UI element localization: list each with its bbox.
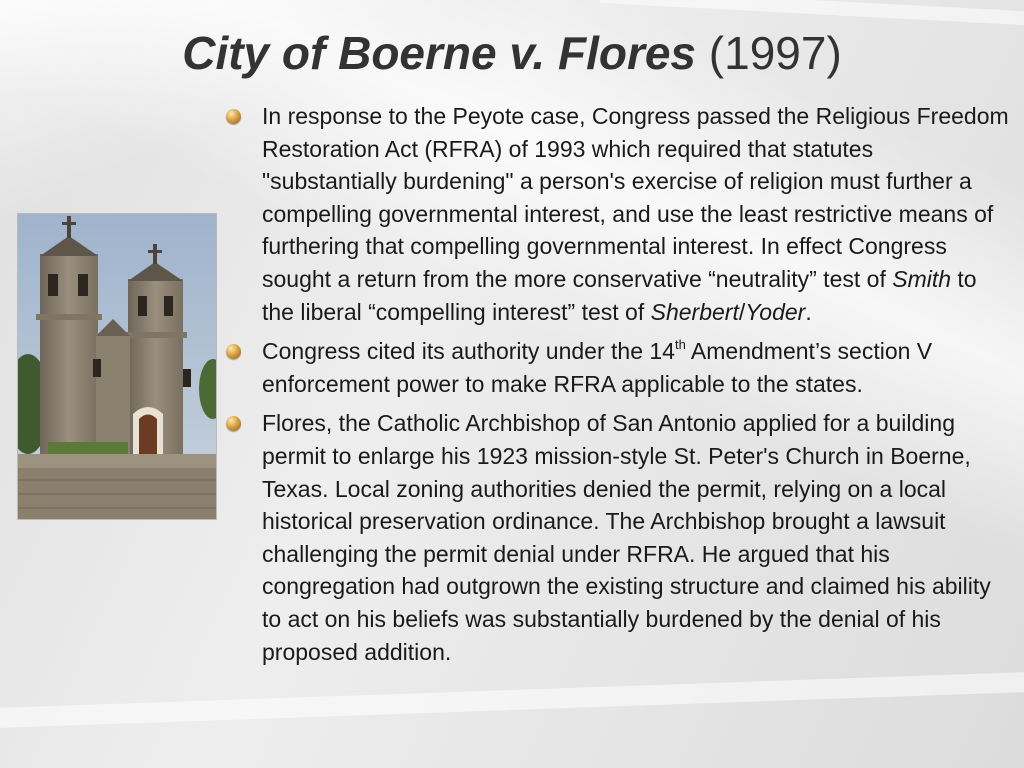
title-year: (1997) [708, 27, 842, 79]
church-illustration [18, 214, 217, 520]
bullet-item-congress-authority [224, 335, 1014, 400]
title-case-name: City of Boerne v. Flores [182, 27, 697, 79]
bullet-list [224, 100, 1014, 675]
bullet-text: / [738, 298, 746, 325]
case-smith: Smith [892, 265, 952, 292]
bullet-item-rfra [224, 100, 1014, 328]
bullet-text: . [805, 298, 812, 325]
slide-title [0, 28, 1024, 79]
bullet-text: Flores, the Catholic Archbishop of San Antonio applied for a building permit to enlarge his 1923 mission-style St. Peter's Church in Boerne, Texas. Local zoning authorities denied the permit, relying on a local historical preservation ordinance. The Archbishop brought a lawsuit challenging the permit denial under RFRA. He argued that his congregation had outgrown the existing structure and claimed his ability to act on his beliefs was substantially burdened by the denial of his proposed addition. [262, 410, 991, 665]
bullet-icon [226, 416, 241, 431]
bullet-text: Congress cited its authority under the 14 [262, 338, 675, 365]
church-photo [17, 213, 217, 520]
case-yoder: Yoder [745, 298, 806, 325]
bullet-icon [226, 109, 241, 124]
bullet-text: In response to the Peyote case, Congress passed the Religious Freedom Restoration Act (RFRA) of 1993 which required that statutes "substantially burdening" a person's exercise of religion must further a compelling governmental interest, and use the least restrictive means of furthering that compelling governmental interest. In effect Congress sought a return from the more conservative “neutrality” test of [262, 103, 1009, 292]
superscript-th: th [674, 336, 686, 352]
bullet-icon [226, 344, 241, 359]
bullet-item-flores [224, 407, 1014, 668]
bullet-text: Amendment’s section V enforcement power to make RFRA applicable to the states. [262, 338, 933, 397]
bullet-text: to the liberal “compelling interest” test of [262, 265, 977, 325]
case-sherbert: Sherbert [650, 298, 739, 325]
